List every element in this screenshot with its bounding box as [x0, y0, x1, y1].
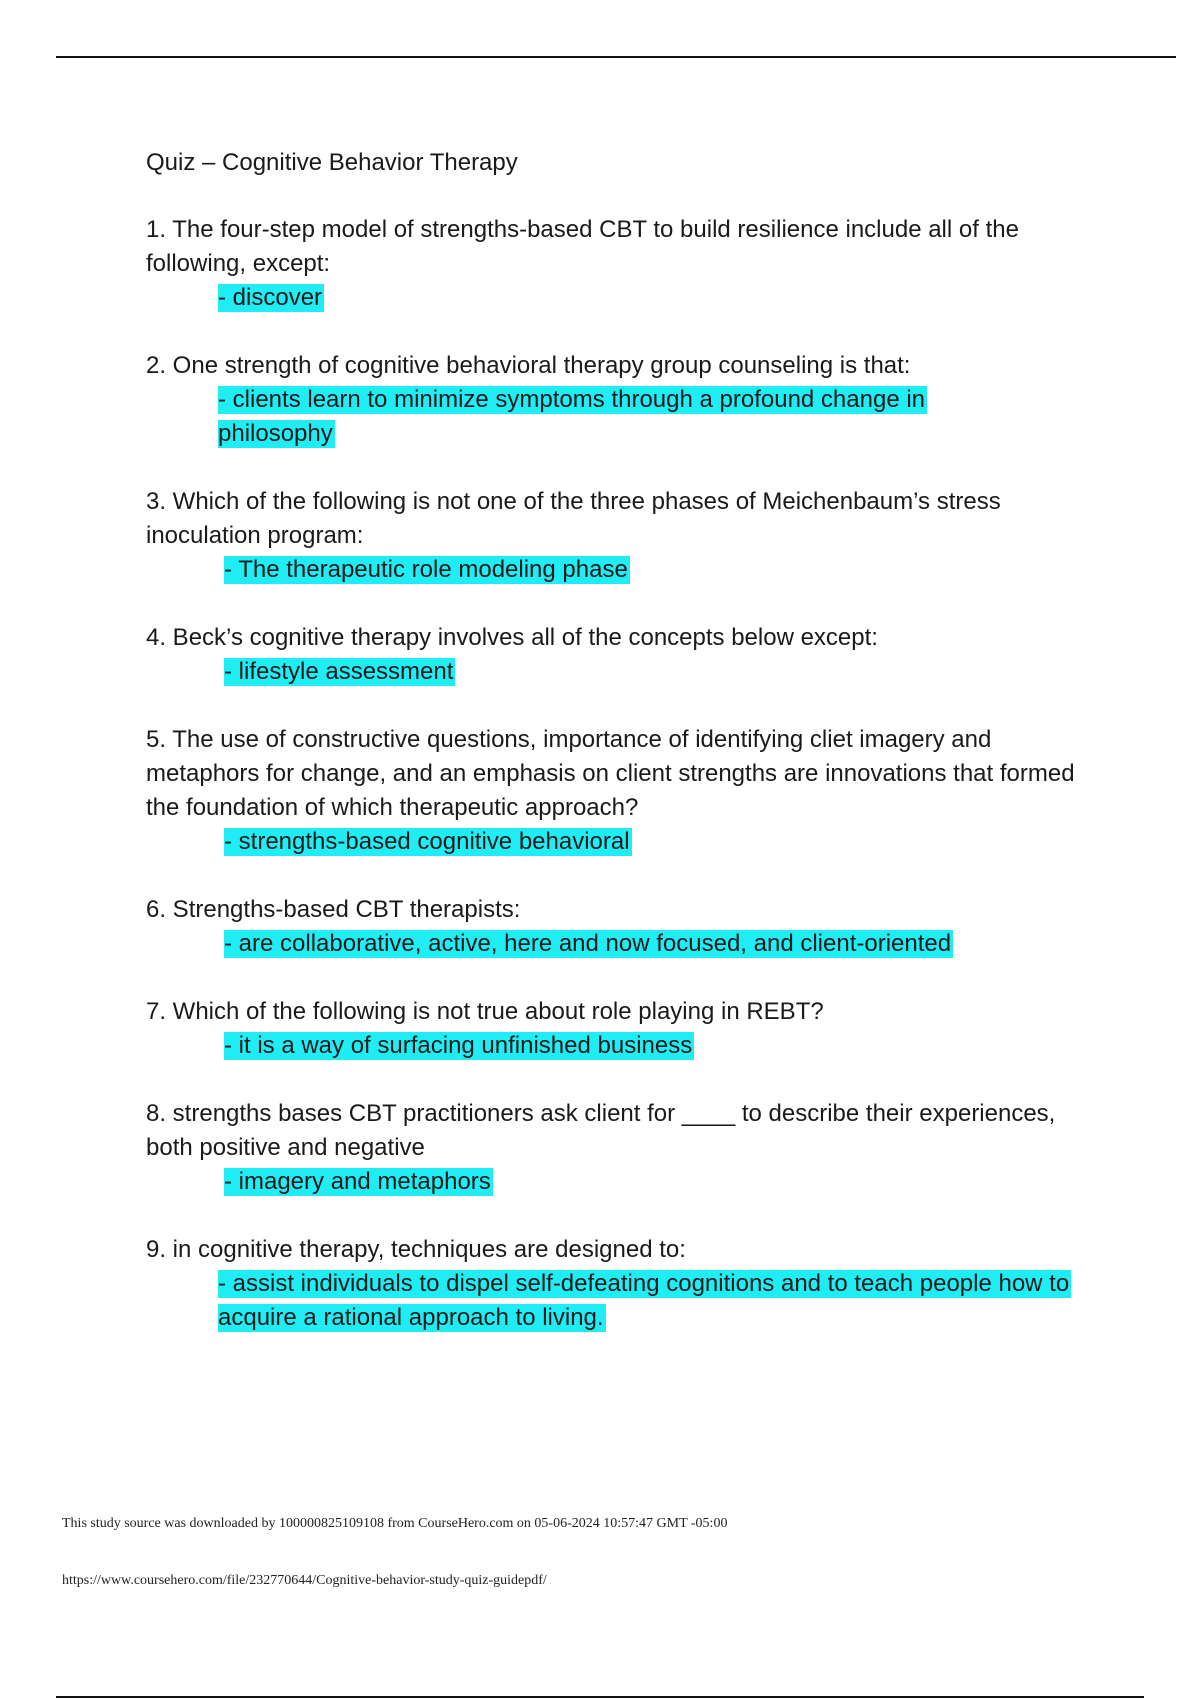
download-source-note: This study source was downloaded by 100000825109108 from CourseHero.com on 05-06-2024 10:57:47 GMT -05:00 [62, 1516, 728, 1531]
answer-block [146, 1029, 1004, 1063]
answer-block [146, 825, 1004, 859]
question-text: 9. in cognitive therapy, techniques are designed to: [146, 1236, 686, 1263]
question-item [146, 485, 1106, 587]
answer-block [146, 655, 1004, 689]
question-text: 2. One strength of cognitive behavioral therapy group counseling is that: [146, 352, 911, 379]
question-item [146, 349, 1106, 451]
question-item [146, 995, 1106, 1063]
question-item [146, 1233, 1106, 1335]
highlighted-answer: - The therapeutic role modeling phase [224, 556, 628, 583]
highlighted-answer: - assist individuals to dispel self-defeating cognitions and to teach people how to acquire a rational approach to living. [218, 1270, 1070, 1331]
document-title: Quiz – Cognitive Behavior Therapy [146, 149, 518, 176]
answer-block [146, 553, 1004, 587]
highlighted-answer: - it is a way of surfacing unfinished business [224, 1032, 693, 1059]
question-text: 3. Which of the following is not one of the three phases of Meichenbaum’s stress inoculation program: [146, 488, 1001, 549]
top-divider [56, 56, 1176, 58]
highlighted-answer: - discover [218, 284, 323, 311]
answer-block [146, 383, 998, 451]
question-text: 8. strengths bases CBT practitioners ask client for ____ to describe their experiences, both positive and negative [146, 1100, 1056, 1161]
quiz-document [146, 146, 1106, 1369]
highlighted-answer: - strengths-based cognitive behavioral [224, 828, 630, 855]
question-item [146, 213, 1106, 315]
question-text: 6. Strengths-based CBT therapists: [146, 896, 521, 923]
highlighted-answer: - clients learn to minimize symptoms through a profound change in philosophy [218, 386, 926, 447]
bottom-divider [56, 1696, 1144, 1698]
question-text: 4. Beck’s cognitive therapy involves all of the concepts below except: [146, 624, 878, 651]
answer-block [146, 1165, 1004, 1199]
answer-block [146, 927, 1004, 961]
source-url[interactable]: https://www.coursehero.com/file/232770644/Cognitive-behavior-study-quiz-guidepdf/ [62, 1573, 547, 1588]
question-item [146, 1097, 1106, 1199]
question-item [146, 893, 1106, 961]
answer-block [146, 281, 998, 315]
question-text: 7. Which of the following is not true about role playing in REBT? [146, 998, 824, 1025]
answer-block [146, 1267, 1098, 1335]
question-item [146, 621, 1106, 689]
highlighted-answer: - lifestyle assessment [224, 658, 454, 685]
highlighted-answer: - imagery and metaphors [224, 1168, 491, 1195]
question-item [146, 723, 1106, 859]
question-text: 1. The four-step model of strengths-based CBT to build resilience include all of the following, except: [146, 216, 1019, 277]
highlighted-answer: - are collaborative, active, here and now focused, and client-oriented [224, 930, 952, 957]
question-text: 5. The use of constructive questions, importance of identifying cliet imagery and metaphors for change, and an emphasis on client strengths are innovations that formed the foundation of which therapeutic approach? [146, 726, 1075, 821]
